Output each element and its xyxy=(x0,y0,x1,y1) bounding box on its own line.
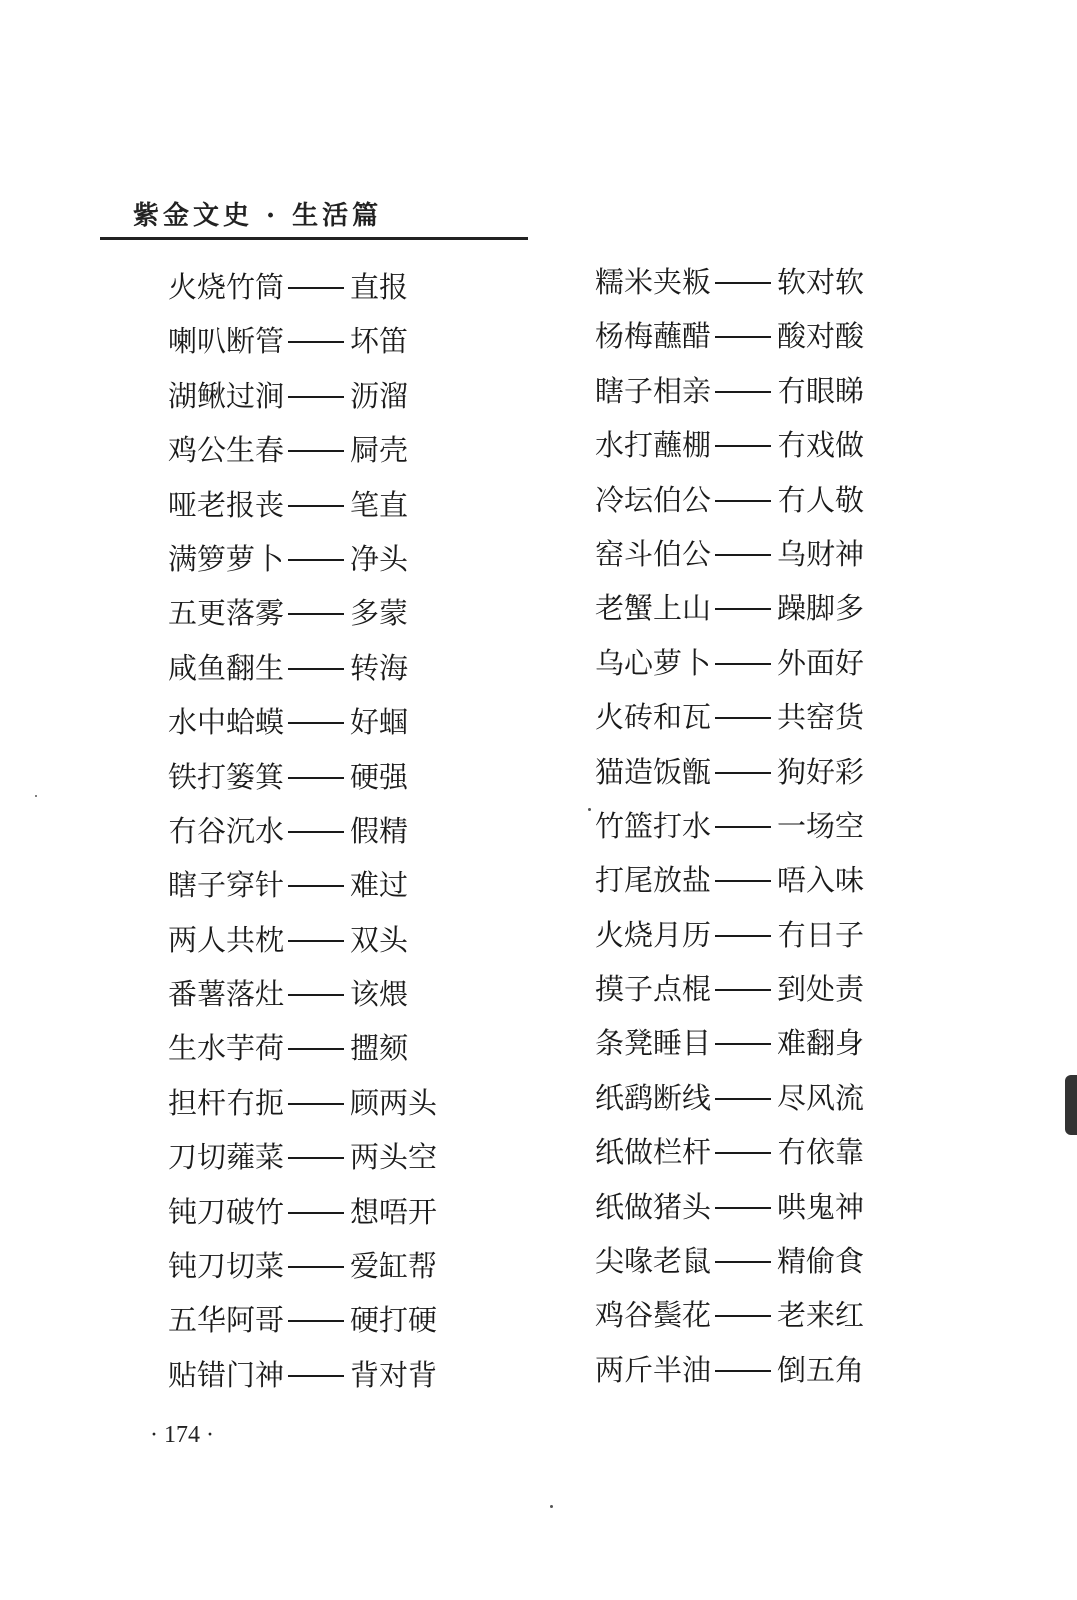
saying-entry xyxy=(595,369,864,423)
em-dash-separator xyxy=(715,282,771,284)
saying-meaning: 顾两头 xyxy=(350,1085,438,1120)
saying-entry xyxy=(595,423,864,477)
saying-meaning: 硬强 xyxy=(350,759,409,794)
saying-entry xyxy=(168,972,437,1026)
saying-phrase: 冷坛伯公 xyxy=(595,482,712,517)
saying-entry xyxy=(595,532,864,586)
saying-entry xyxy=(168,537,437,591)
em-dash-separator xyxy=(288,559,344,561)
saying-phrase: 纸做猪头 xyxy=(595,1189,712,1224)
em-dash-separator xyxy=(715,500,771,502)
saying-phrase: 钝刀破竹 xyxy=(168,1194,285,1229)
saying-entry xyxy=(595,695,864,749)
em-dash-separator xyxy=(288,1048,344,1050)
saying-entry xyxy=(168,918,437,972)
em-dash-separator xyxy=(715,445,771,447)
saying-phrase: 满箩萝卜 xyxy=(168,541,285,576)
em-dash-separator xyxy=(288,287,344,289)
saying-phrase: 铁打篓箕 xyxy=(168,759,285,794)
saying-entry xyxy=(595,478,864,532)
saying-meaning: 冇依靠 xyxy=(777,1135,865,1170)
saying-meaning: 净头 xyxy=(350,541,409,576)
em-dash-separator xyxy=(715,1098,771,1100)
em-dash-separator xyxy=(715,1315,771,1317)
saying-phrase: 火烧竹筒 xyxy=(168,270,285,304)
em-dash-separator xyxy=(288,1266,344,1268)
saying-meaning: 哄鬼神 xyxy=(777,1189,865,1224)
saying-entry xyxy=(168,1353,437,1407)
em-dash-separator xyxy=(288,722,344,724)
em-dash-separator xyxy=(715,1370,771,1372)
em-dash-separator xyxy=(288,994,344,996)
saying-meaning: 双头 xyxy=(350,922,409,957)
em-dash-separator xyxy=(288,831,344,833)
saying-entry xyxy=(595,1076,864,1130)
em-dash-separator xyxy=(715,391,771,393)
saying-phrase: 两人共枕 xyxy=(168,922,285,957)
saying-entry xyxy=(595,1239,864,1293)
saying-phrase: 钝刀切菜 xyxy=(168,1249,285,1284)
saying-meaning: 背对背 xyxy=(350,1357,438,1392)
saying-meaning: 难过 xyxy=(350,868,409,903)
em-dash-separator xyxy=(715,1152,771,1154)
saying-phrase: 鸡谷鬓花 xyxy=(595,1298,712,1333)
left-column xyxy=(168,265,437,1407)
right-column xyxy=(595,260,864,1402)
em-dash-separator xyxy=(715,826,771,828)
saying-entry xyxy=(595,1130,864,1184)
saying-meaning: 乌财神 xyxy=(777,536,865,571)
saying-phrase: 纸鹞断线 xyxy=(595,1080,712,1115)
saying-meaning: 酸对酸 xyxy=(777,319,865,354)
em-dash-separator xyxy=(715,989,771,991)
saying-meaning: 冇戏做 xyxy=(777,428,865,463)
em-dash-separator xyxy=(288,1375,344,1377)
saying-meaning: 硬打硬 xyxy=(350,1303,438,1338)
saying-meaning: 冇眼睇 xyxy=(777,373,865,408)
em-dash-separator xyxy=(715,1043,771,1045)
saying-entry xyxy=(595,314,864,368)
saying-phrase: 喇叭断管 xyxy=(168,324,285,359)
saying-entry xyxy=(168,591,437,645)
saying-entry xyxy=(168,1135,437,1189)
em-dash-separator xyxy=(288,885,344,887)
saying-entry xyxy=(595,1293,864,1347)
saying-entry xyxy=(595,967,864,1021)
saying-entry xyxy=(595,858,864,912)
saying-phrase: 瞎子穿针 xyxy=(168,868,285,903)
saying-phrase: 鸡公生春 xyxy=(168,433,285,468)
saying-meaning: 该煨 xyxy=(350,977,409,1012)
saying-meaning: 多蒙 xyxy=(350,596,409,631)
em-dash-separator xyxy=(288,1103,344,1105)
saying-entry xyxy=(168,319,437,373)
saying-meaning: 一场空 xyxy=(777,808,865,843)
saying-phrase: 纸做栏杆 xyxy=(595,1135,712,1170)
saying-meaning: 唔入味 xyxy=(777,863,865,898)
em-dash-separator xyxy=(288,940,344,942)
em-dash-separator xyxy=(715,1261,771,1263)
em-dash-separator xyxy=(288,341,344,343)
saying-entry xyxy=(595,804,864,858)
saying-phrase: 两斤半油 xyxy=(595,1352,712,1387)
saying-meaning: 难翻身 xyxy=(777,1026,865,1061)
scan-speck xyxy=(550,1505,553,1508)
saying-entry xyxy=(595,913,864,967)
saying-phrase: 火烧月历 xyxy=(595,917,712,952)
saying-entry xyxy=(168,863,437,917)
saying-entry xyxy=(595,586,864,640)
saying-meaning: 老来红 xyxy=(777,1298,865,1333)
saying-phrase: 猫造饭甑 xyxy=(595,754,712,789)
saying-phrase: 番薯落灶 xyxy=(168,977,285,1012)
saying-meaning: 软对软 xyxy=(777,265,865,299)
saying-meaning: 直报 xyxy=(350,270,409,304)
saying-meaning: 好蝈 xyxy=(350,705,409,740)
saying-entry xyxy=(168,1298,437,1352)
saying-phrase: 贴错门神 xyxy=(168,1357,285,1392)
saying-phrase: 杨梅蘸醋 xyxy=(595,319,712,354)
saying-meaning: 精偷食 xyxy=(777,1244,865,1279)
saying-entry xyxy=(168,265,437,319)
saying-phrase: 竹篮打水 xyxy=(595,808,712,843)
scan-edge-mark xyxy=(1065,1075,1077,1135)
saying-phrase: 水中蛤蟆 xyxy=(168,705,285,740)
em-dash-separator xyxy=(288,777,344,779)
saying-meaning: 假精 xyxy=(350,813,409,848)
saying-meaning: 到处责 xyxy=(777,972,865,1007)
saying-entry xyxy=(168,646,437,700)
saying-phrase: 条凳睡目 xyxy=(595,1026,712,1061)
saying-phrase: 咸鱼翻生 xyxy=(168,650,285,685)
saying-phrase: 冇谷沉水 xyxy=(168,813,285,848)
saying-meaning: 坏笛 xyxy=(350,324,409,359)
saying-entry xyxy=(168,1244,437,1298)
saying-meaning: 擝颏 xyxy=(350,1031,409,1066)
saying-phrase: 湖鳅过涧 xyxy=(168,378,285,413)
saying-entry xyxy=(168,1026,437,1080)
em-dash-separator xyxy=(288,505,344,507)
saying-meaning: 想唔开 xyxy=(350,1194,438,1229)
saying-entry xyxy=(168,809,437,863)
saying-entry xyxy=(168,483,437,537)
saying-entry xyxy=(168,428,437,482)
saying-entry xyxy=(595,1021,864,1075)
saying-entry xyxy=(168,755,437,809)
saying-meaning: 外面好 xyxy=(777,645,865,680)
saying-phrase: 火砖和瓦 xyxy=(595,700,712,735)
saying-phrase: 摸子点棍 xyxy=(595,972,712,1007)
saying-phrase: 老蟹上山 xyxy=(595,591,712,626)
saying-phrase: 糯米夹粄 xyxy=(595,265,712,299)
saying-phrase: 生水芋荷 xyxy=(168,1031,285,1066)
em-dash-separator xyxy=(715,880,771,882)
saying-entry xyxy=(595,1348,864,1402)
running-head: 紫金文史 · 生活篇 xyxy=(133,201,383,231)
saying-meaning: 沥溜 xyxy=(350,378,409,413)
saying-meaning: 狗好彩 xyxy=(777,754,865,789)
saying-entry xyxy=(168,1081,437,1135)
em-dash-separator xyxy=(715,608,771,610)
saying-meaning: 冇日子 xyxy=(777,917,865,952)
saying-phrase: 刀切蕹菜 xyxy=(168,1140,285,1175)
saying-meaning: 屙壳 xyxy=(350,433,409,468)
saying-entry xyxy=(595,1185,864,1239)
saying-phrase: 窑斗伯公 xyxy=(595,536,712,571)
saying-meaning: 笔直 xyxy=(350,487,409,522)
saying-phrase: 打尾放盐 xyxy=(595,863,712,898)
saying-meaning: 尽风流 xyxy=(777,1080,865,1115)
saying-entry xyxy=(168,1190,437,1244)
em-dash-separator xyxy=(288,668,344,670)
saying-phrase: 水打蘸棚 xyxy=(595,428,712,463)
saying-meaning: 共窑货 xyxy=(777,700,865,735)
saying-phrase: 担杆冇扼 xyxy=(168,1085,285,1120)
saying-meaning: 爱缸帮 xyxy=(350,1249,438,1284)
saying-meaning: 转海 xyxy=(350,650,409,685)
em-dash-separator xyxy=(288,1212,344,1214)
saying-entry xyxy=(168,374,437,428)
em-dash-separator xyxy=(715,935,771,937)
saying-phrase: 瞎子相亲 xyxy=(595,373,712,408)
em-dash-separator xyxy=(715,772,771,774)
saying-meaning: 倒五角 xyxy=(777,1352,865,1387)
em-dash-separator xyxy=(715,336,771,338)
em-dash-separator xyxy=(715,554,771,556)
saying-meaning: 两头空 xyxy=(350,1140,438,1175)
saying-entry xyxy=(595,750,864,804)
header-rule xyxy=(100,237,528,240)
saying-phrase: 五更落雾 xyxy=(168,596,285,631)
em-dash-separator xyxy=(288,396,344,398)
em-dash-separator xyxy=(288,450,344,452)
em-dash-separator xyxy=(715,1207,771,1209)
em-dash-separator xyxy=(288,613,344,615)
em-dash-separator xyxy=(715,717,771,719)
saying-phrase: 五华阿哥 xyxy=(168,1303,285,1338)
scan-speck xyxy=(35,795,37,797)
em-dash-separator xyxy=(288,1320,344,1322)
page-number: · 174 · xyxy=(150,1422,214,1448)
saying-entry xyxy=(595,641,864,695)
scan-speck xyxy=(588,808,591,811)
saying-phrase: 尖喙老鼠 xyxy=(595,1244,712,1279)
saying-meaning: 冇人敬 xyxy=(777,482,865,517)
em-dash-separator xyxy=(715,663,771,665)
saying-meaning: 躁脚多 xyxy=(777,591,865,626)
saying-entry xyxy=(595,260,864,314)
saying-entry xyxy=(168,700,437,754)
saying-phrase: 乌心萝卜 xyxy=(595,645,712,680)
em-dash-separator xyxy=(288,1157,344,1159)
saying-phrase: 哑老报丧 xyxy=(168,487,285,522)
